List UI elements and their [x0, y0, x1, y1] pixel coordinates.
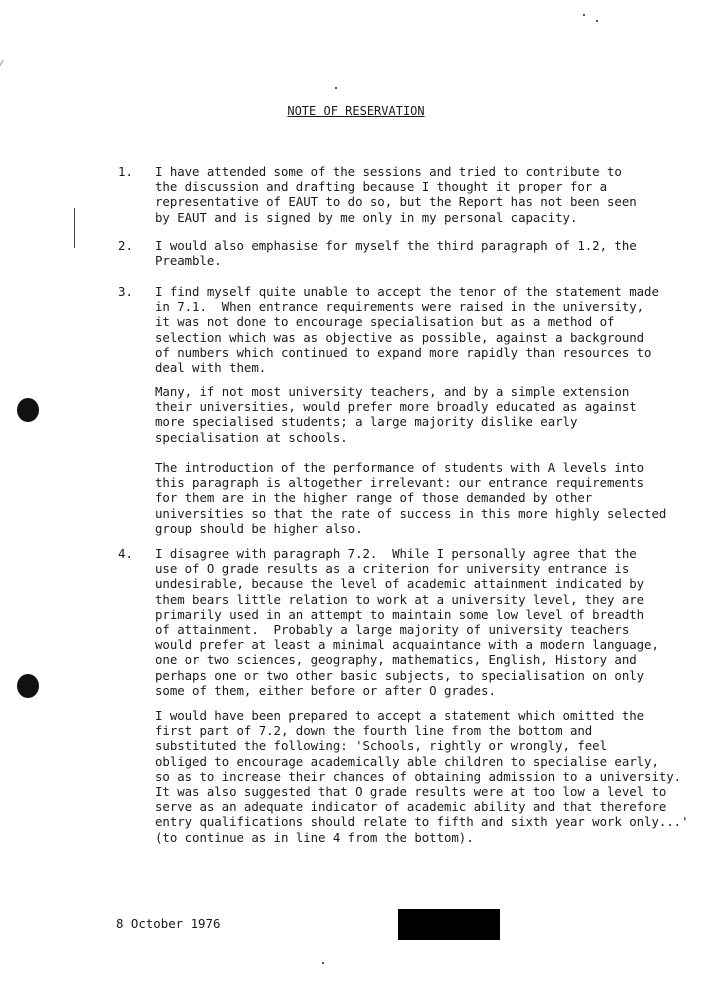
item-paragraph: The introduction of the performance of students with A levels into this paragraph is altogether irrelevant: our entrance requirements for them are in the higher range of those demanded by other universities so that the rate of success in this more highly selected group should be higher also.	[155, 460, 667, 536]
scan-speck	[596, 20, 598, 22]
scan-edge-mark	[74, 208, 75, 248]
scan-speck	[322, 962, 324, 964]
item-number: 2.	[118, 238, 133, 253]
item-number: 1.	[118, 164, 133, 179]
punch-hole-top	[17, 398, 39, 422]
item-paragraph: I would have been prepared to accept a statement which omitted the first part of 7.2, down the fourth line from the bottom and substituted the following: 'Schools, rightly or wrongly, feel obliged to encourage academically able children to specialise early, so as to increase their chances of obtaining admission to a university. It was also suggested that O grade results were at too low a level to serve as an adequate indicator of academic ability and that therefore entry qualifications should relate to fifth and sixth year work only...' (to continue as in line 4 from the bottom).	[155, 708, 689, 845]
item-number: 4.	[118, 546, 133, 561]
item-paragraph: Many, if not most university teachers, and by a simple extension their universities, would prefer more broadly educated as against more specialised students; a large majority dislike early specialisation at schools.	[155, 384, 637, 445]
item-paragraph: I disagree with paragraph 7.2. While I personally agree that the use of O grade results as a criterion for university entrance is undesirable, because the level of academic attainment indicated by them bears little relation to work at a university level, they are primarily used in an attempt to maintain some low level of breadth of attainment. Probably a large majority of university teachers would prefer at least a minimal acquaintance with a modern language, one or two sciences, geography, mathematics, English, History and perhaps one or two other basic subjects, to specialisation on only some of them, either before or after O grades.	[155, 546, 659, 698]
item-paragraph: I would also emphasise for myself the third paragraph of 1.2, the Preamble.	[155, 238, 637, 269]
item-number: 3.	[118, 284, 133, 299]
redacted-signature	[398, 909, 500, 940]
scan-speck	[583, 14, 585, 16]
item-paragraph: I have attended some of the sessions and tried to contribute to the discussion and drafting because I thought it proper for a representative of EAUT to do so, but the Report has not been seen by EAUT and is signed by me only in my personal capacity.	[155, 164, 637, 225]
item-paragraph: I find myself quite unable to accept the tenor of the statement made in 7.1. When entrance requirements were raised in the university, it was not done to encourage specialisation but as a method of selection which was as objective as possible, against a background of numbers which continued to expand more rapidly than resources to deal with them.	[155, 284, 659, 376]
document-title: NOTE OF RESERVATION	[287, 104, 425, 118]
punch-hole-bottom	[17, 674, 39, 698]
document-date: 8 October 1976	[116, 916, 221, 931]
scan-speck	[335, 87, 337, 89]
